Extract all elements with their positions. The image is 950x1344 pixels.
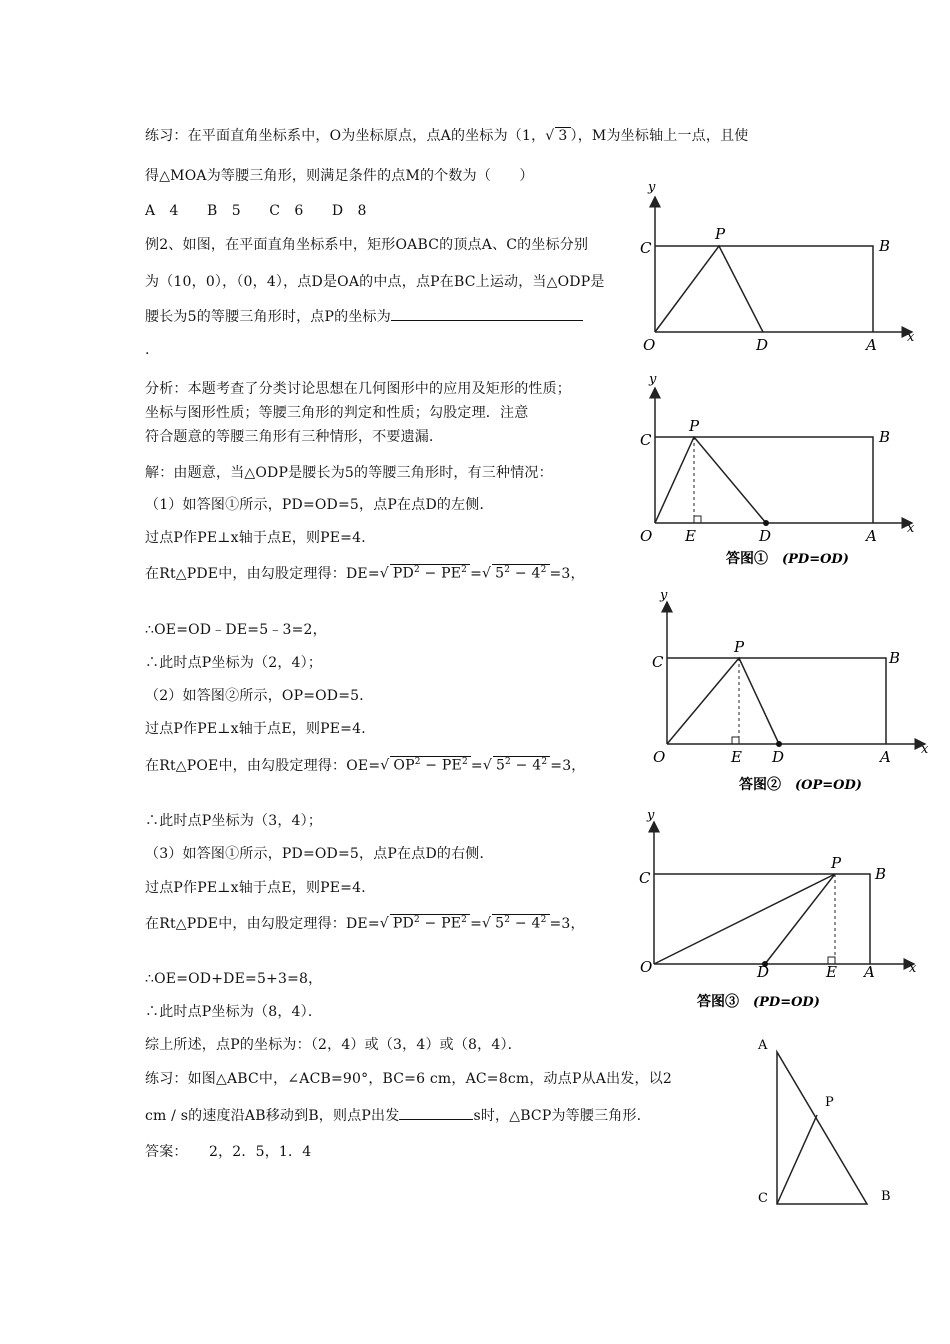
time-blank — [399, 1107, 473, 1120]
svg-text:P: P — [689, 417, 700, 435]
case1-pythagoras: 在Rt△PDE中，由勾股定理得：DE=√ $PD^2 - PE^2$ =√ $5^2 - 4^2 =3$， — [145, 565, 585, 582]
label-o: O — [643, 336, 656, 354]
exercise1-line2: 得△MOA为等腰三角形，则满足条件的点M的个数为（ ） — [145, 168, 534, 184]
case1-line2: 过点P作PE⊥x轴于点E，则PE=4． — [145, 530, 376, 546]
svg-text:E: E — [731, 748, 742, 766]
tri-label-p: P — [825, 1095, 834, 1110]
svg-text:B: B — [879, 428, 891, 446]
conclusion: 综上所述，点P的坐标为：（2，4）或（3，4）或（8，4）． — [145, 1037, 522, 1053]
case3-line1: （3）如答图①所示，PD=OD=5，点P在点D的右侧． — [145, 846, 494, 862]
case2-line1: （2）如答图②所示，OP=OD=5． — [145, 688, 374, 704]
svg-text:y: y — [649, 372, 657, 387]
label-b: B — [879, 237, 891, 255]
svg-text:O: O — [640, 527, 653, 545]
svg-text:D: D — [759, 527, 772, 545]
label-d: D — [756, 336, 769, 354]
case2-result: ∴此时点P坐标为（3，4）； — [145, 813, 323, 829]
svg-text:D: D — [757, 963, 770, 981]
answer-line: 答案： 2，2．5，1．4 — [145, 1144, 312, 1160]
case1-line1: （1）如答图①所示，PD=OD=5，点P在点D的左侧． — [145, 497, 494, 513]
svg-text:(PD=OD): (PD=OD) — [753, 995, 820, 1010]
segment-cp — [777, 1115, 817, 1204]
svg-text:y: y — [660, 588, 668, 603]
svg-text:C: C — [652, 653, 664, 671]
svg-text:E: E — [826, 963, 837, 981]
tri-label-a: A — [758, 1038, 768, 1053]
svg-text:A: A — [880, 748, 891, 766]
label-p: P — [715, 225, 726, 243]
triangle-abc — [777, 1052, 867, 1204]
svg-text:y: y — [647, 808, 655, 823]
analysis-line2: 坐标与图形性质；等腰三角形的判定和性质；勾股定理．注意 — [145, 405, 529, 421]
svg-text:A: A — [866, 527, 877, 545]
tri-label-c: C — [758, 1191, 768, 1206]
triangle-odp — [655, 246, 763, 332]
svg-text:O: O — [640, 958, 653, 976]
figure-answer-1 — [630, 368, 930, 573]
figure-answer-3 — [632, 800, 927, 1015]
svg-text:x: x — [921, 742, 929, 757]
example2-line4: . — [145, 342, 150, 358]
label-a: A — [866, 336, 877, 354]
svg-text:B: B — [875, 865, 887, 883]
case1-result: ∴此时点P坐标为（2，4）； — [145, 655, 323, 671]
label-y: y — [648, 180, 656, 195]
tri-label-b: B — [881, 1189, 891, 1204]
exercise1-line1: 练习：在平面直角坐标系中，O为坐标原点，点A的坐标为（1，√ 3 ），M为坐标轴上一点，且使 — [145, 128, 749, 144]
example2-line1: 例2、如图，在平面直角坐标系中，矩形OABC的顶点A、C的坐标分别 — [145, 237, 589, 253]
svg-text:O: O — [653, 748, 666, 766]
svg-text:C: C — [640, 431, 652, 449]
case3-pythagoras: 在Rt△PDE中，由勾股定理得：DE=√ $PD^2 - PE^2$ =√ $5^2 - 4^2 =3$， — [145, 915, 585, 932]
case3-line2: 过点P作PE⊥x轴于点E，则PE=4． — [145, 880, 376, 896]
sqrt-3: √ 3 — [545, 127, 570, 144]
svg-text:P: P — [831, 854, 842, 872]
exercise2-line2: cm / s的速度沿AB移动到B，则点P出发 s时，△BCP为等腰三角形. — [145, 1108, 642, 1124]
case2-line2: 过点P作PE⊥x轴于点E，则PE=4． — [145, 721, 376, 737]
example2-line2: 为（10，0），（0，4），点D是OA的中点，点P在BC上运动，当△ODP是 — [145, 274, 605, 290]
label-x: x — [907, 330, 915, 345]
caption-1: 答图① — [726, 551, 768, 567]
analysis-line1: 分析：本题考查了分类讨论思想在几何图形中的应用及矩形的性质； — [145, 381, 571, 397]
solution-intro: 解：由题意，当△ODP是腰长为5的等腰三角形时，有三种情况： — [145, 465, 553, 481]
svg-text:(PD=OD): (PD=OD) — [782, 552, 849, 567]
svg-text:A: A — [864, 963, 875, 981]
figure-example — [630, 175, 930, 360]
svg-text:P: P — [734, 638, 745, 656]
case3-oe: ∴OE=OD+DE=5+3=8， — [145, 971, 323, 987]
answer-blank — [391, 308, 583, 321]
caption-3: 答图③ — [697, 994, 739, 1010]
analysis-line3: 符合题意的等腰三角形有三种情形，不要遗漏． — [145, 429, 444, 445]
svg-text:E: E — [685, 527, 696, 545]
svg-text:x: x — [907, 521, 915, 536]
label-c: C — [640, 239, 652, 257]
svg-text:x: x — [909, 961, 917, 976]
figure-answer-2 — [645, 588, 935, 798]
exercise2-line1: 练习：如图△ABC中，∠ACB=90°，BC=6 cm，AC=8cm，动点P从A出发，以2 — [145, 1071, 672, 1087]
case1-oe: ∴OE=OD﹣DE=5﹣3=2， — [145, 622, 327, 638]
case3-result: ∴此时点P坐标为（8，4）． — [145, 1004, 323, 1020]
svg-text:D: D — [772, 748, 785, 766]
svg-text:(OP=OD): (OP=OD) — [795, 778, 862, 793]
example2-line3: 腰长为5的等腰三角形时，点P的坐标为 — [145, 306, 583, 326]
exercise1-options: A 4 B 5 C 6 D 8 — [145, 203, 367, 219]
svg-text:B: B — [889, 649, 901, 667]
svg-text:C: C — [639, 869, 651, 887]
caption-2: 答图② — [739, 777, 781, 793]
case2-pythagoras: 在Rt△POE中，由勾股定理得：OE=√ $OP^2 - PE^2$ =√ $5^2 - 4^2 =3$， — [145, 757, 586, 774]
figure-triangle-abc — [745, 1030, 905, 1215]
